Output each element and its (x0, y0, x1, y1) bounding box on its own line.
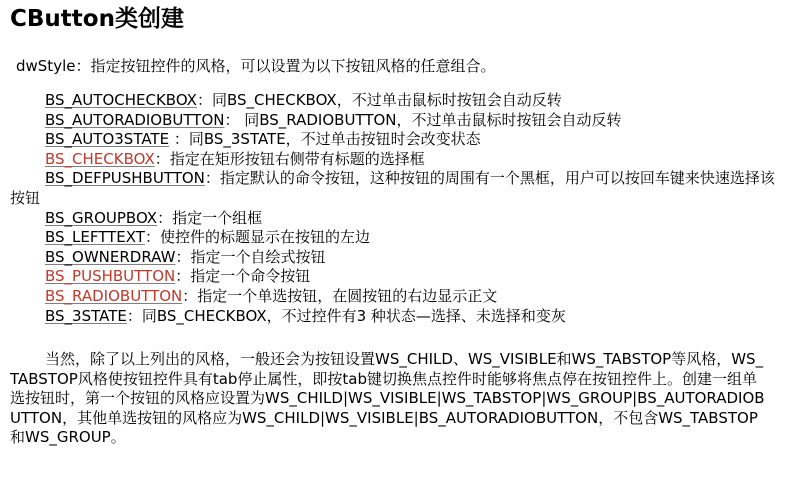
style-name: BS_CHECKBOX (45, 149, 155, 168)
closing-paragraph: 当然，除了以上列出的风格，一般还会为按钮设置WS_CHILD、WS_VISIBLE和WS_TABSTOP等风格，WS_TABSTOP风格使按钮控件具有tab停止属性，即按tab键切换焦点控件时能够将焦点停在按钮控件上。创建一组单选按钮时，第一个按钮的风格应设置为WS_CHILD|WS_VISIBLE|WS_TABSTOP|WS_GROUP|BS_AUTORADIOBUTTON，其他单选按钮的风格应为WS_CHILD|WS_VISIBLE|BS_AUTORADIOBUTTON，不包含WS_TABSTOP和WS_GROUP。 (10, 350, 765, 447)
style-description: ：指定一个组框 (157, 208, 263, 227)
list-item (10, 150, 780, 170)
style-name: BS_AUTO3STATE (45, 130, 170, 149)
style-description: ：同BS_3STATE，不过单击按钮时会改变状态 (169, 130, 481, 149)
style-name: BS_OWNERDRAW (45, 247, 176, 266)
style-description: ：指定在矩形按钮右侧带有标题的选择框 (154, 149, 425, 168)
style-name: BS_AUTORADIOBUTTON (45, 110, 225, 129)
intro-paragraph: dwStyle：指定按钮控件的风格，可以设置为以下按钮风格的任意组合。 (16, 57, 496, 75)
style-description: ：指定一个自绘式按钮 (175, 247, 326, 266)
list-item (10, 267, 780, 287)
button-style-list (10, 91, 780, 326)
list-item (10, 228, 780, 248)
style-description: ： 同BS_RADIOBUTTON，不过单击鼠标时按钮会自动反转 (224, 110, 622, 129)
style-name: BS_RADIOBUTTON (45, 286, 183, 305)
style-name: BS_PUSHBUTTON (45, 267, 176, 286)
list-item (10, 91, 780, 111)
list-item (10, 307, 780, 327)
style-description: ：指定默认的命令按钮，这种按钮的周围有一个黑框，用户可以按回车键来快速选择该按钮 (10, 169, 775, 207)
style-description: ：指定一个单选按钮，在圆按钮的右边显示正文 (182, 286, 498, 305)
page-title: CButton类创建 (10, 6, 184, 32)
list-item (10, 287, 780, 307)
style-description: ：同BS_CHECKBOX，不过控件有3 种状态—选择、未选择和变灰 (126, 306, 566, 325)
style-name: BS_GROUPBOX (45, 208, 158, 227)
list-item (10, 169, 780, 208)
style-description: ：同BS_CHECKBOX，不过单击鼠标时按钮会自动反转 (196, 91, 562, 109)
style-description: ：使控件的标题显示在按钮的左边 (144, 228, 370, 247)
list-item (10, 209, 780, 229)
list-item (10, 111, 780, 131)
style-name: BS_DEFPUSHBUTTON (45, 169, 205, 188)
style-description: ：指定一个命令按钮 (175, 267, 311, 286)
style-name: BS_3STATE (45, 306, 127, 325)
list-item (10, 130, 780, 150)
list-item (10, 248, 780, 268)
style-name: BS_LEFTTEXT (45, 228, 145, 247)
style-name: BS_AUTOCHECKBOX (45, 91, 197, 109)
